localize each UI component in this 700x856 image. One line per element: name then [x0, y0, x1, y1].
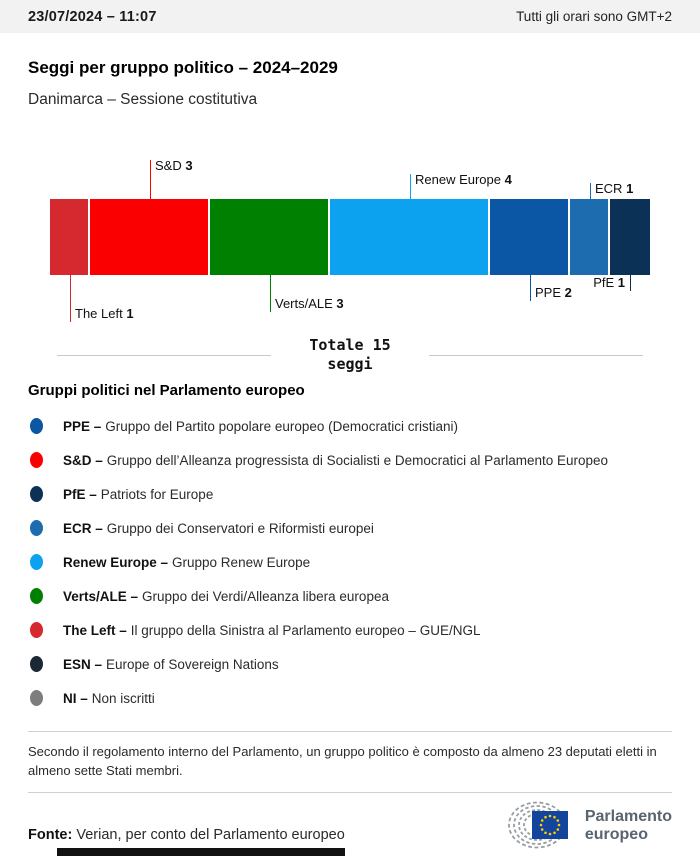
legend-text-verts-ale: Verts/ALE – Gruppo dei Verdi/Alleanza libera europea — [63, 588, 389, 604]
legend-text-s-d: S&D – Gruppo dell’Alleanza progressista di Socialisti e Democratici al Parlamento Europeo — [63, 452, 609, 468]
legend-heading: Gruppi politici nel Parlamento europeo — [28, 382, 305, 399]
top-info-bar — [0, 0, 700, 33]
legend-item-pfe — [28, 477, 672, 511]
legend-text-the-left: The Left – Il gruppo della Sinistra al Parlamento europeo – GUE/NGL — [63, 622, 481, 638]
source-row — [28, 801, 672, 851]
legend-dot-the-left — [30, 622, 43, 638]
total-rule-left — [57, 355, 271, 356]
european-parliament-logo — [485, 801, 672, 851]
legend-list — [28, 409, 672, 715]
bar-segment-s-d[interactable] — [90, 199, 208, 275]
legend-dot-s-d — [30, 452, 43, 468]
logo-line2: europeo — [584, 826, 648, 843]
segment-label-the-left: The Left 1 — [75, 306, 134, 321]
legend-item-ecr — [28, 511, 672, 545]
legend-dot-renew-europe — [30, 554, 43, 570]
legend-item-ppe — [28, 409, 672, 443]
callout-line-verts-ale — [270, 275, 271, 312]
callout-line-ppe — [530, 275, 531, 301]
legend-dot-verts-ale — [30, 588, 43, 604]
legend-dot-ecr — [30, 520, 43, 536]
total-seats-line2: seggi — [327, 355, 373, 373]
callout-line-renew-europe — [410, 174, 411, 199]
hemicycle-flag-icon — [485, 801, 577, 851]
datetime-label: 23/07/2024 – 11:07 — [28, 8, 157, 25]
legend-item-renew-europe — [28, 545, 672, 579]
total-seats-line1: Totale 15 — [309, 336, 391, 354]
callout-line-pfe — [630, 275, 631, 291]
total-rule-right — [429, 355, 643, 356]
seats-chart — [0, 142, 700, 332]
legend-text-ecr: ECR – Gruppo dei Conservatori e Riformisti europei — [63, 520, 374, 536]
divider-top — [28, 731, 672, 732]
bar-segment-ppe[interactable] — [490, 199, 568, 275]
divider-bottom — [28, 792, 672, 793]
page-subtitle: Danimarca – Sessione costitutiva — [28, 91, 258, 108]
total-seats-row — [57, 336, 643, 374]
source-value: Verian, per conto del Parlamento europeo — [76, 827, 345, 843]
legend-text-esn: ESN – Europe of Sovereign Nations — [63, 656, 279, 672]
legend-dot-ppe — [30, 418, 43, 434]
segment-label-ecr: ECR 1 — [595, 181, 634, 196]
bottom-black-bar — [57, 848, 345, 856]
segment-label-renew-europe: Renew Europe 4 — [415, 172, 512, 187]
bar-segment-ecr[interactable] — [570, 199, 608, 275]
legend-dot-esn — [30, 656, 43, 672]
legend-item-s-d — [28, 443, 672, 477]
bar-segment-renew-europe[interactable] — [330, 199, 488, 275]
legend-item-esn — [28, 647, 672, 681]
legend-dot-ni — [30, 690, 43, 706]
bar-segment-pfe[interactable] — [610, 199, 650, 275]
timezone-note: Tutti gli orari sono GMT+2 — [516, 9, 672, 24]
bar-segment-verts-ale[interactable] — [210, 199, 328, 275]
logo-line1: Parlamento — [584, 808, 672, 825]
legend-dot-pfe — [30, 486, 43, 502]
source-label: Fonte: — [28, 827, 73, 843]
legend-text-ppe: PPE – Gruppo del Partito popolare europeo (Democratici cristiani) — [63, 418, 458, 434]
page-title: Seggi per gruppo politico – 2024–2029 — [28, 58, 338, 77]
legend-item-ni — [28, 681, 672, 715]
segment-label-verts-ale: Verts/ALE 3 — [275, 296, 344, 311]
legend-text-pfe: PfE – Patriots for Europe — [63, 486, 214, 502]
logo-wordmark — [585, 808, 672, 844]
callout-line-ecr — [590, 183, 591, 199]
bar-segment-the-left[interactable] — [50, 199, 88, 275]
legend-item-verts-ale — [28, 579, 672, 613]
legend-text-renew-europe: Renew Europe – Gruppo Renew Europe — [63, 554, 311, 570]
legend-item-the-left — [28, 613, 672, 647]
segment-label-pfe: PfE 1 — [593, 275, 625, 290]
callout-line-s-d — [150, 160, 151, 199]
segment-label-ppe: PPE 2 — [535, 285, 572, 300]
legend-text-ni: NI – Non iscritti — [63, 690, 155, 706]
total-seats-label — [271, 336, 428, 374]
callout-line-the-left — [70, 275, 71, 322]
segment-label-s-d: S&D 3 — [155, 158, 193, 173]
footnote-text: Secondo il regolamento interno del Parlamento, un gruppo politico è composto da almeno 23 deputati eletti in almeno sette Stati membri. — [28, 744, 657, 778]
